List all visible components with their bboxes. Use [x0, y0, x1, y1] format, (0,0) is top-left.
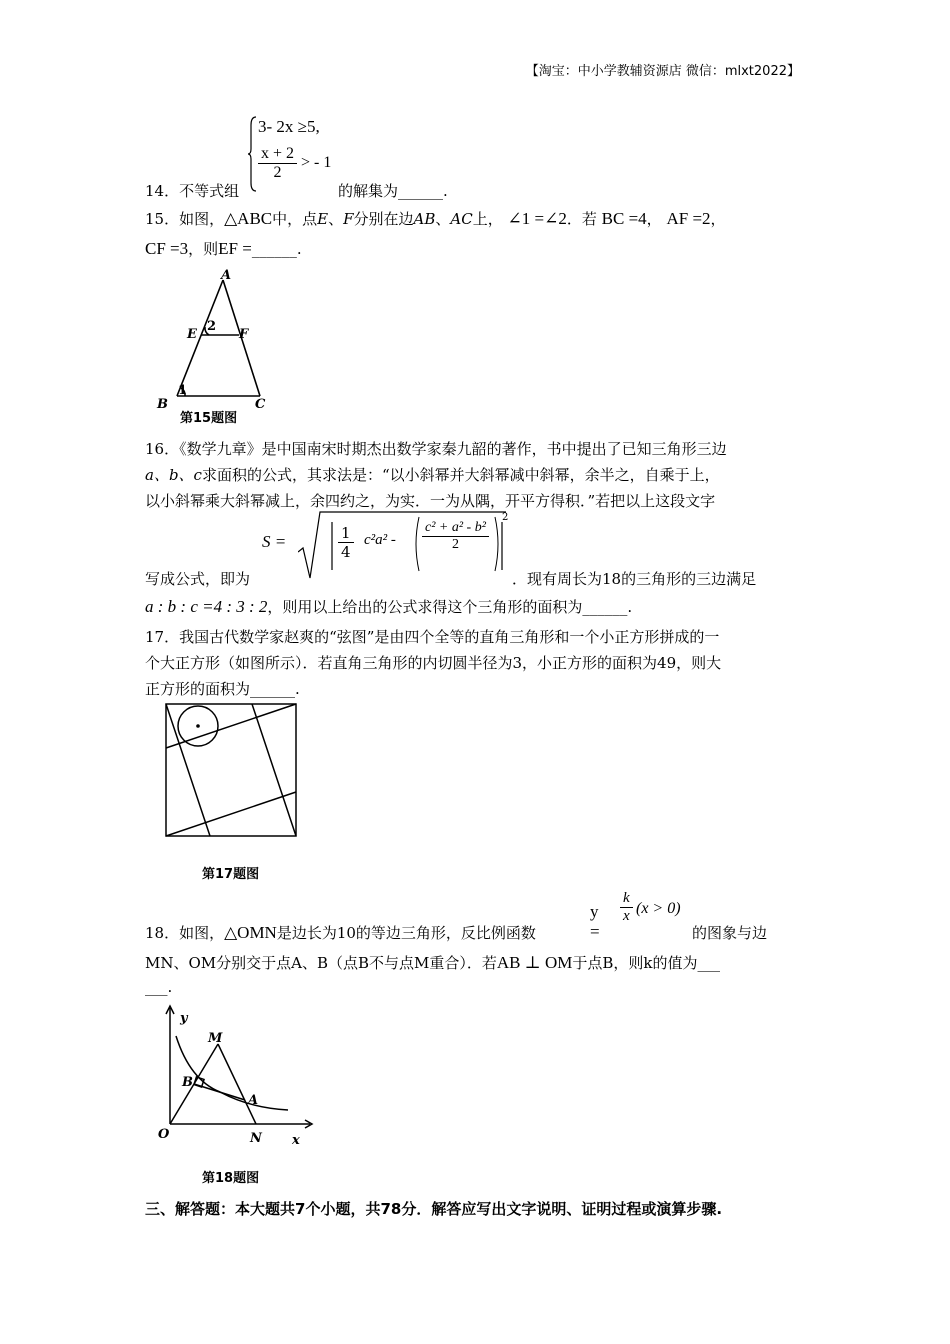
formula-c2a2: c²a² - — [364, 532, 396, 548]
figure-18 — [150, 1000, 325, 1190]
perpendicular-expr: AB ⊥ OM — [496, 953, 573, 972]
answer-blank: ______. — [251, 240, 302, 258]
label-c: C — [255, 397, 266, 412]
variables-abc: a、b、c — [145, 466, 202, 484]
question-16-line-4b: ．现有周长为18的三角形的三边满足 — [512, 570, 757, 588]
function-condition: (x > 0) — [636, 900, 681, 917]
denominator: x — [623, 908, 630, 924]
formula-s: S = — [262, 532, 287, 551]
question-18-line-1 — [145, 922, 536, 943]
triangle-abc: △ABC — [224, 209, 273, 228]
label-1: 1 — [178, 383, 188, 398]
question-18-line-1-end: 的图象与边 — [692, 924, 768, 942]
point-f: F — [343, 210, 354, 228]
label-x: x — [292, 1133, 300, 1148]
text: 上， — [472, 210, 503, 228]
label-2: 2 — [207, 319, 217, 334]
section-3-heading: 三、解答题：本大题共7个小题，共78分．解答应写出文字说明、证明过程或演算步骤. — [145, 1200, 723, 1218]
inequality-2 — [258, 145, 331, 182]
label-b: B — [157, 397, 168, 412]
label-f: F — [239, 327, 249, 342]
inequality-2-rest: > - 1 — [301, 154, 332, 172]
label-b: B — [182, 1075, 193, 1090]
text: ，则用以上给出的公式求得这个三角形的面积为______. — [267, 598, 633, 616]
question-15-line-2 — [145, 238, 302, 259]
text: 分别在边 — [353, 210, 414, 228]
question-18-line-2 — [145, 952, 720, 973]
angle-equality: ∠1 =∠2 — [507, 209, 567, 228]
k-over-x — [620, 890, 633, 925]
text: MN、OM分别交于点A、B（点B不与点M重合）．若 — [145, 954, 497, 972]
figure-17-caption: 第17题图 — [202, 867, 260, 882]
denominator: 2 — [451, 537, 459, 552]
question-17-line-3: 正方形的面积为______. — [145, 680, 300, 698]
triangle-omn: △OMN — [224, 923, 277, 942]
question-14-tail: 的解集为______. — [338, 182, 448, 200]
function-y: y = — [590, 902, 600, 941]
ef-expression: EF = — [218, 239, 252, 258]
label-n: N — [250, 1131, 262, 1146]
question-17-line-1: 17．我国古代数学家赵爽的“弦图”是由四个全等的直角三角形和一个小正方形拼成的一 — [145, 628, 720, 646]
bc-value: BC =4 — [601, 209, 647, 228]
label-o: O — [158, 1127, 170, 1142]
side-ab: AB — [413, 210, 436, 228]
text: 、 — [435, 210, 451, 228]
figure-17 — [160, 700, 305, 890]
figure-18-caption: 第18题图 — [202, 1171, 260, 1186]
question-17-line-2: 个大正方形（如图所示）．若直角三角形的内切圆半径为3，小正方形的面积为49，则大 — [145, 654, 722, 672]
quarter-fraction — [338, 524, 354, 561]
side-ratio: a : b : c =4 : 3 : 2 — [145, 597, 268, 616]
fraction-numerator: x + 2 — [258, 145, 297, 164]
side-ac: AC — [450, 210, 473, 228]
text: ，则 — [188, 240, 219, 258]
text: 、 — [328, 210, 344, 228]
question-16-line-2 — [145, 464, 720, 485]
figure-15-caption: 第15题图 — [180, 411, 238, 426]
text: 18．如图， — [145, 924, 225, 942]
brace — [247, 115, 257, 193]
af-value: AF =2 — [666, 209, 711, 228]
label-e: E — [187, 327, 197, 342]
question-number: 14． — [145, 182, 180, 200]
inner-fraction — [422, 520, 489, 553]
text: ．若 — [566, 210, 597, 228]
point-e: E — [317, 210, 329, 228]
question-15-line-1 — [145, 208, 726, 229]
label-m: M — [208, 1031, 223, 1046]
text: 中，点 — [272, 210, 318, 228]
question-14-text — [145, 180, 239, 201]
text: 于点B，则k的值为___ — [572, 954, 721, 972]
figure-15 — [145, 268, 280, 428]
text: 15．如图， — [145, 210, 225, 228]
label-y: y — [180, 1011, 188, 1026]
text: 是边长为10的等边三角形，反比例函数 — [276, 924, 536, 942]
question-18-line-3: ___. — [145, 978, 173, 996]
question-16-line-1: 16．《数学九章》是中国南宋时期杰出数学家秦九韶的著作，书中提出了已知三角形三边 — [145, 440, 727, 458]
exponent: 2 — [502, 512, 509, 523]
text: 求面积的公式，其求法是：“以小斜幂并大斜幂减中斜幂，余半之，自乘于上， — [201, 466, 720, 484]
numerator: c² + a² - b² — [422, 520, 489, 537]
inequality-1: 3- 2x ≥5, — [258, 117, 320, 136]
question-16-line-5 — [145, 596, 632, 617]
text: ， — [646, 210, 662, 228]
text: ， — [710, 210, 726, 228]
right-paren — [494, 516, 502, 572]
label-a: A — [221, 268, 232, 283]
question-16-line-4a: 写成公式，即为 — [145, 570, 251, 588]
label-a: A — [248, 1093, 259, 1108]
numerator: 1 — [338, 524, 354, 543]
question-text: 不等式组 — [179, 182, 240, 200]
area-formula — [262, 510, 512, 582]
page-header: 【淘宝：中小学教辅资源店 微信：mlxt2022】 — [525, 64, 800, 79]
cf-value: CF =3 — [145, 239, 189, 258]
numerator: k — [620, 890, 633, 908]
question-16-line-3: 以小斜幂乘大斜幂减上，余四约之，为实．一为从隅，开平方得积．”若把以上这段文字 — [145, 492, 716, 510]
fraction-denominator: 2 — [273, 164, 282, 181]
denominator: 4 — [341, 543, 351, 561]
left-paren — [412, 516, 420, 572]
